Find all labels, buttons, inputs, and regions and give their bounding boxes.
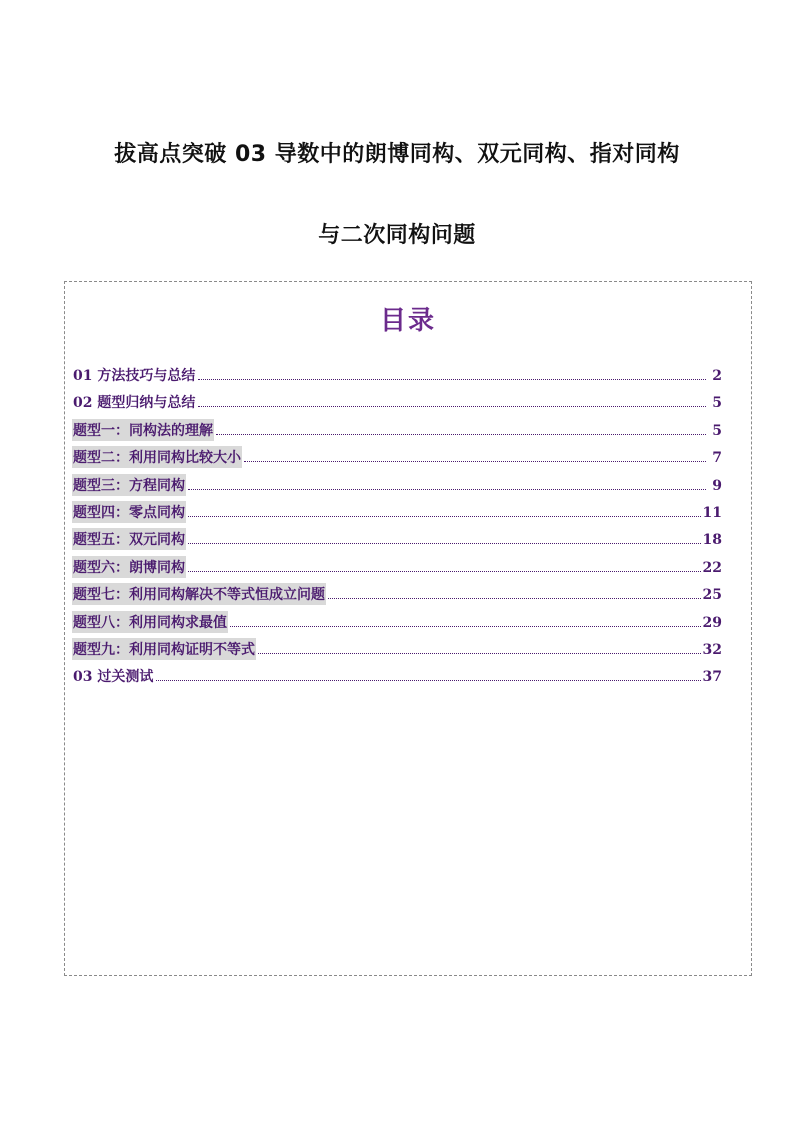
toc-entry[interactable] — [72, 583, 722, 610]
document-title-line-1: 拔高点突破 03 导数中的朗博同构、双元同构、指对同构 — [114, 142, 680, 167]
toc-entry-label[interactable]: 题型三：方程同构 — [72, 474, 186, 496]
toc-leader-dots — [328, 586, 701, 599]
toc-entry-label[interactable]: 题型九：利用同构证明不等式 — [72, 638, 256, 660]
toc-entry-page-number[interactable]: 5 — [712, 395, 722, 412]
toc-entry-label[interactable]: 题型五：双元同构 — [72, 528, 186, 550]
toc-entry[interactable] — [72, 501, 722, 528]
toc-entry-page-number[interactable]: 32 — [702, 641, 722, 658]
toc-entry-page-number[interactable]: 9 — [712, 477, 722, 494]
toc-entry[interactable] — [72, 611, 722, 638]
toc-entry-label[interactable]: 题型七：利用同构解决不等式恒成立问题 — [72, 583, 326, 605]
toc-leader-dots — [188, 477, 706, 490]
toc-entry-page-number[interactable]: 2 — [712, 368, 722, 384]
toc-entry-page-number[interactable]: 11 — [702, 504, 722, 521]
toc-leader-dots — [230, 614, 701, 627]
toc-list — [72, 364, 722, 693]
toc-leader-dots — [198, 367, 706, 380]
toc-entry[interactable] — [72, 419, 722, 446]
toc-entry[interactable] — [72, 556, 722, 583]
toc-entry-page-number[interactable]: 7 — [712, 450, 722, 467]
toc-entry-label[interactable]: 03 过关测试 — [73, 669, 154, 686]
toc-leader-dots — [188, 504, 701, 517]
toc-entry-label[interactable]: 题型四：零点同构 — [72, 501, 186, 523]
toc-leader-dots — [198, 394, 706, 407]
toc-leader-dots — [188, 531, 701, 544]
document-title-line-2: 与二次同构问题 — [318, 223, 476, 248]
toc-entry-label[interactable]: 题型一：同构法的理解 — [72, 419, 214, 441]
toc-entry-page-number[interactable]: 18 — [702, 532, 722, 549]
toc-entry-page-number[interactable]: 37 — [702, 669, 722, 686]
toc-entry[interactable] — [72, 474, 722, 501]
toc-entry-label[interactable]: 01 方法技巧与总结 — [73, 368, 196, 384]
table-of-contents-box — [64, 281, 752, 976]
toc-leader-dots — [216, 422, 706, 435]
toc-entry-label[interactable]: 题型八：利用同构求最值 — [72, 611, 228, 633]
toc-entry[interactable] — [72, 391, 722, 418]
toc-entry[interactable] — [72, 665, 722, 692]
toc-leader-dots — [188, 559, 701, 572]
toc-entry-page-number[interactable]: 25 — [702, 587, 722, 604]
toc-entry[interactable] — [72, 364, 722, 391]
toc-entry[interactable] — [72, 446, 722, 473]
toc-heading: 目录 — [379, 306, 436, 336]
toc-entry-label[interactable]: 题型六：朗博同构 — [72, 556, 186, 578]
toc-entry[interactable] — [72, 638, 722, 665]
toc-entry-label[interactable]: 题型二：利用同构比较大小 — [72, 446, 242, 468]
toc-entry-page-number[interactable]: 29 — [702, 614, 722, 631]
toc-entry[interactable] — [72, 528, 722, 555]
toc-entry-label[interactable]: 02 题型归纳与总结 — [73, 395, 196, 412]
toc-leader-dots — [258, 641, 701, 654]
toc-leader-dots — [156, 668, 700, 681]
toc-leader-dots — [244, 449, 706, 462]
toc-entry-page-number[interactable]: 22 — [702, 559, 722, 576]
toc-entry-page-number[interactable]: 5 — [712, 422, 722, 439]
